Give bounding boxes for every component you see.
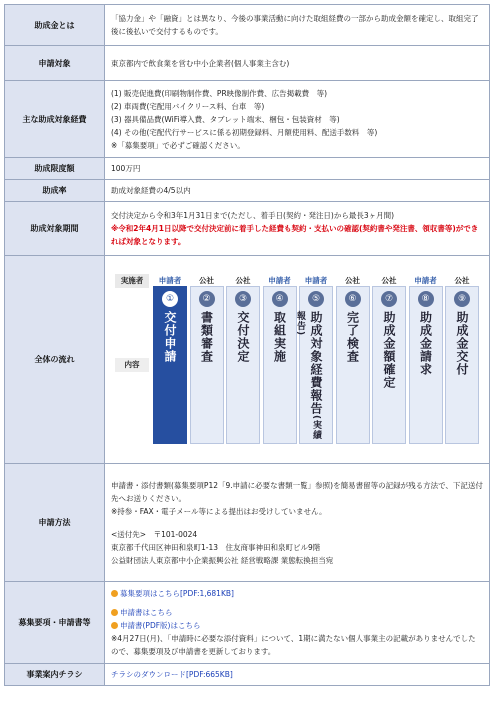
step-label [381,311,397,389]
guideline-link-meta: [PDF:1,681KB] [180,589,234,598]
step-actor: 申請者 [304,276,328,285]
flow-step [295,286,333,444]
step-actor: 公社 [345,276,360,285]
step-actor: 公社 [235,276,251,285]
expense-item: (1) 販売促進費(印刷物制作費、PR映像制作費、広告掲載費 等) [111,88,328,98]
application-link[interactable]: 申請書はこちら [120,608,173,617]
period-text: 交付決定から令和3年1月31日まで(ただし、着手日(契約・発注日)から最長3ヶ月間) [111,211,395,220]
step-number: ④ [272,291,288,307]
step-label [454,311,470,376]
row-head: 申請対象 [5,46,105,81]
row-method [5,464,490,582]
step-actor: 公社 [381,276,397,285]
docs-note: ※4月27日(月)、「申請時に必要な添付資料」について、1期に満たない個人事業主の記載がありませんでしたので、募集要項及び申請書を更新しております。 [111,634,476,656]
step-label [418,311,434,376]
step-title: 助成金額確定 [382,311,396,389]
step-title: 交付申請 [163,311,177,363]
step-number: ⑨ [454,291,470,307]
step-number: ⑧ [418,291,434,307]
step-number: ① [162,291,178,307]
step-title: 交付決定 [236,311,250,363]
step-label [235,311,251,363]
step-actor: 申請者 [268,276,291,285]
step-number: ② [199,291,215,307]
row-value [105,81,490,158]
flow-step [372,286,406,444]
application-pdf-link[interactable]: 申請書(PDF版)はこちら [120,621,201,630]
bullet-icon [111,590,118,597]
step-number: ⑦ [381,291,397,307]
row-head: 申請方法 [5,464,105,582]
bullet-icon [111,609,118,616]
expense-note: ※「募集要項」で必ずご確認ください。 [111,140,245,150]
step-label [345,311,361,363]
step-label [295,311,324,443]
method-line: <送付先> 〒101-0024 [111,529,198,539]
info-table [4,4,490,686]
row-value [105,582,490,664]
method-line: ※持参・FAX・電子メール等による提出はお受けしていません。 [111,506,327,516]
flow-diagram [115,272,479,447]
flow-step [153,286,187,444]
flow-step [263,286,297,444]
row-value [105,256,490,464]
row-value: 東京都内で飲食業を営む中小企業者(個人事業主含む) [105,46,490,81]
row-head: 事業案内チラシ [5,664,105,686]
step-title: 書類審査 [199,311,214,363]
step-number: ⑤ [308,291,324,307]
row-head: 助成限度額 [5,158,105,180]
step-label [162,311,178,363]
step-title: 取組実施 [272,311,287,363]
row-expenses [5,81,490,158]
doc-line-1 [111,587,483,600]
row-limit [5,158,490,180]
step-title: 助成金請求 [418,311,433,376]
expense-item: (4) その他(宅配代行サービスに係る初期登録料、月額使用料、配送手数料 等) [111,127,378,137]
row-flyer [5,664,490,686]
row-rate [5,180,490,202]
row-period [5,202,490,256]
step-title: 助成対象経費報告 [309,311,323,415]
bullet-icon [111,622,118,629]
flow-step [190,286,224,444]
step-actor: 申請者 [158,276,182,285]
step-label [199,311,215,363]
row-head: 募集要項・申請書等 [5,582,105,664]
doc-line-2 [111,606,483,619]
row-value: 助成対象経費の4/5以内 [105,180,490,202]
actor-label: 実施者 [115,274,149,288]
doc-line-3 [111,619,483,632]
row-head: 主な助成対象経費 [5,81,105,158]
expense-item: (3) 器具備品費(WiFi導入費、タブレット端末、梱包・包装資材 等) [111,114,340,124]
flow-step [445,286,479,444]
step-actor: 公社 [454,276,470,285]
row-value [105,464,490,582]
step-subtitle: (実績報告) [295,311,321,441]
row-docs [5,582,490,664]
row-about [5,5,490,46]
flyer-link-meta: [PDF:665KB] [186,670,233,679]
method-line: 東京都千代田区神田和泉町1-13 住友商事神田和泉町ビル9階 [111,542,321,552]
flow-step [226,286,260,444]
step-actor: 公社 [199,276,214,285]
guideline-link[interactable]: 募集要項はこちら [120,589,180,598]
flow-step [409,286,443,444]
row-head: 助成率 [5,180,105,202]
row-head: 助成対象期間 [5,202,105,256]
step-label [272,311,288,363]
row-head: 助成金とは [5,5,105,46]
flow-step [336,286,370,444]
period-note: ※令和2年4月1日以降で交付決定前に着手した経費も契約・支払いの確認(契約書や発注書、領収書等)ができれば対象となります。 [111,224,479,246]
step-number: ③ [235,291,251,307]
step-title: 完了検査 [345,311,360,363]
step-number: ⑥ [345,291,361,307]
flyer-link[interactable]: チラシのダウンロード [111,670,186,679]
row-flow [5,256,490,464]
expense-item: (2) 車両費(宅配用バイクリース料、台車 等) [111,101,265,111]
method-line: 公益財団法人東京都中小企業振興公社 経営戦略課 業態転換担当宛 [111,555,334,565]
row-head: 全体の流れ [5,256,105,464]
row-value: 「協力金」や「融資」とは異なり、今後の事業活動に向けた取組経費の一部から助成金額を確定し、取組完了後に後払いで交付するものです。 [105,5,490,46]
step-actor: 申請者 [414,276,437,285]
row-value [105,202,490,256]
row-value: 100万円 [105,158,490,180]
content-label: 内容 [115,358,149,372]
spacer [111,518,483,528]
step-title: 助成金交付 [455,311,469,376]
row-value [105,664,490,686]
row-target [5,46,490,81]
method-line: 申請書・添付書類(募集要項P12「9.申請に必要な書類一覧」参照)を簡易書留等の記録が残る方法で、下記送付先へお送りください。 [111,480,483,503]
